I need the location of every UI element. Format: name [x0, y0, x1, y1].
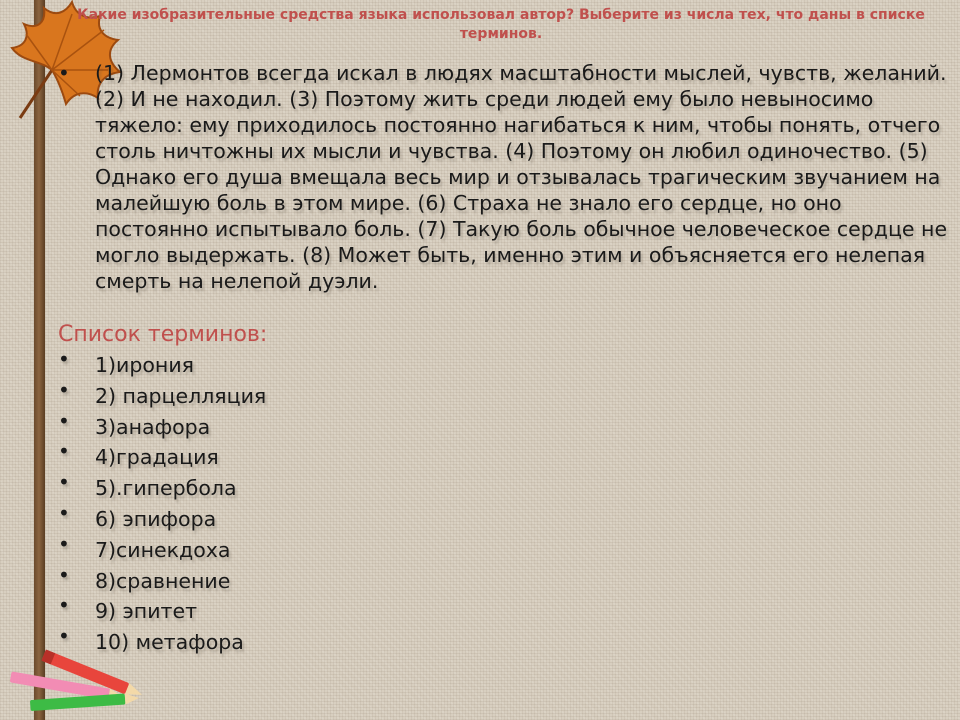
list-item	[58, 439, 266, 473]
term-text: 4)градация	[95, 445, 219, 470]
bullet-marker: •	[58, 593, 70, 618]
bullet-marker: •	[58, 347, 70, 371]
bullet-marker: •	[58, 624, 70, 649]
list-item	[58, 408, 266, 443]
bullet-marker: •	[58, 377, 70, 402]
list-item	[58, 624, 266, 658]
list-item	[58, 470, 266, 504]
passage-text: (1) Лермонтов всегда искал в людях масштабности мыслей, чувств, желаний. (2) И не находил. (3) Поэтому жить среди людей ему было невыносимо тяжело: ему приходилось постоянно нагибаться к ним, чтобы понять, отчего столь ничтожны их мысли и чувства. (4) Поэтому он любил одиночество. (5) Однако его душа вмещала весь мир и отзывалась трагическим звучанием на малейшую боль в этом мире. (6) Страха не знало его сердце, но оно постоянно испытывало боль. (7) Такую боль обычное человеческое сердце не могло выдержать. (8) Может быть, именно этим и объясняется его нелепая смерть на нелепой дуэли.	[95, 61, 948, 293]
term-text: 1)ирония	[95, 353, 194, 377]
list-item	[58, 500, 266, 535]
list-item	[58, 347, 266, 381]
list-item	[58, 531, 266, 566]
list-item	[58, 562, 266, 597]
terms-list	[58, 347, 267, 658]
bullet-marker: •	[58, 470, 70, 495]
term-text: 2) парцелляция	[95, 383, 267, 408]
list-item	[58, 593, 266, 627]
term-text: 10) метафора	[95, 630, 244, 655]
term-text: 5).гипербола	[95, 476, 237, 501]
bullet-marker: •	[58, 408, 70, 433]
bullet-marker: •	[58, 531, 70, 556]
list-item	[58, 377, 267, 412]
term-text: 6) эпифора	[95, 506, 217, 531]
passage-block	[58, 60, 948, 294]
term-text: 9) эпитет	[95, 599, 198, 624]
bullet-marker: •	[58, 439, 70, 464]
terms-title: Список терминов:	[58, 322, 268, 347]
bullet-marker: •	[58, 500, 70, 525]
term-text: 8)сравнение	[95, 568, 231, 593]
question-heading: Какие изобразительные средства языка использовал автор? Выберите из числа тех, что даны в списке терминов.	[77, 7, 925, 42]
bullet-marker: •	[58, 61, 70, 85]
term-text: 3)анафора	[95, 414, 211, 439]
bullet-marker: •	[58, 562, 70, 587]
term-text: 7)синекдоха	[95, 537, 231, 562]
